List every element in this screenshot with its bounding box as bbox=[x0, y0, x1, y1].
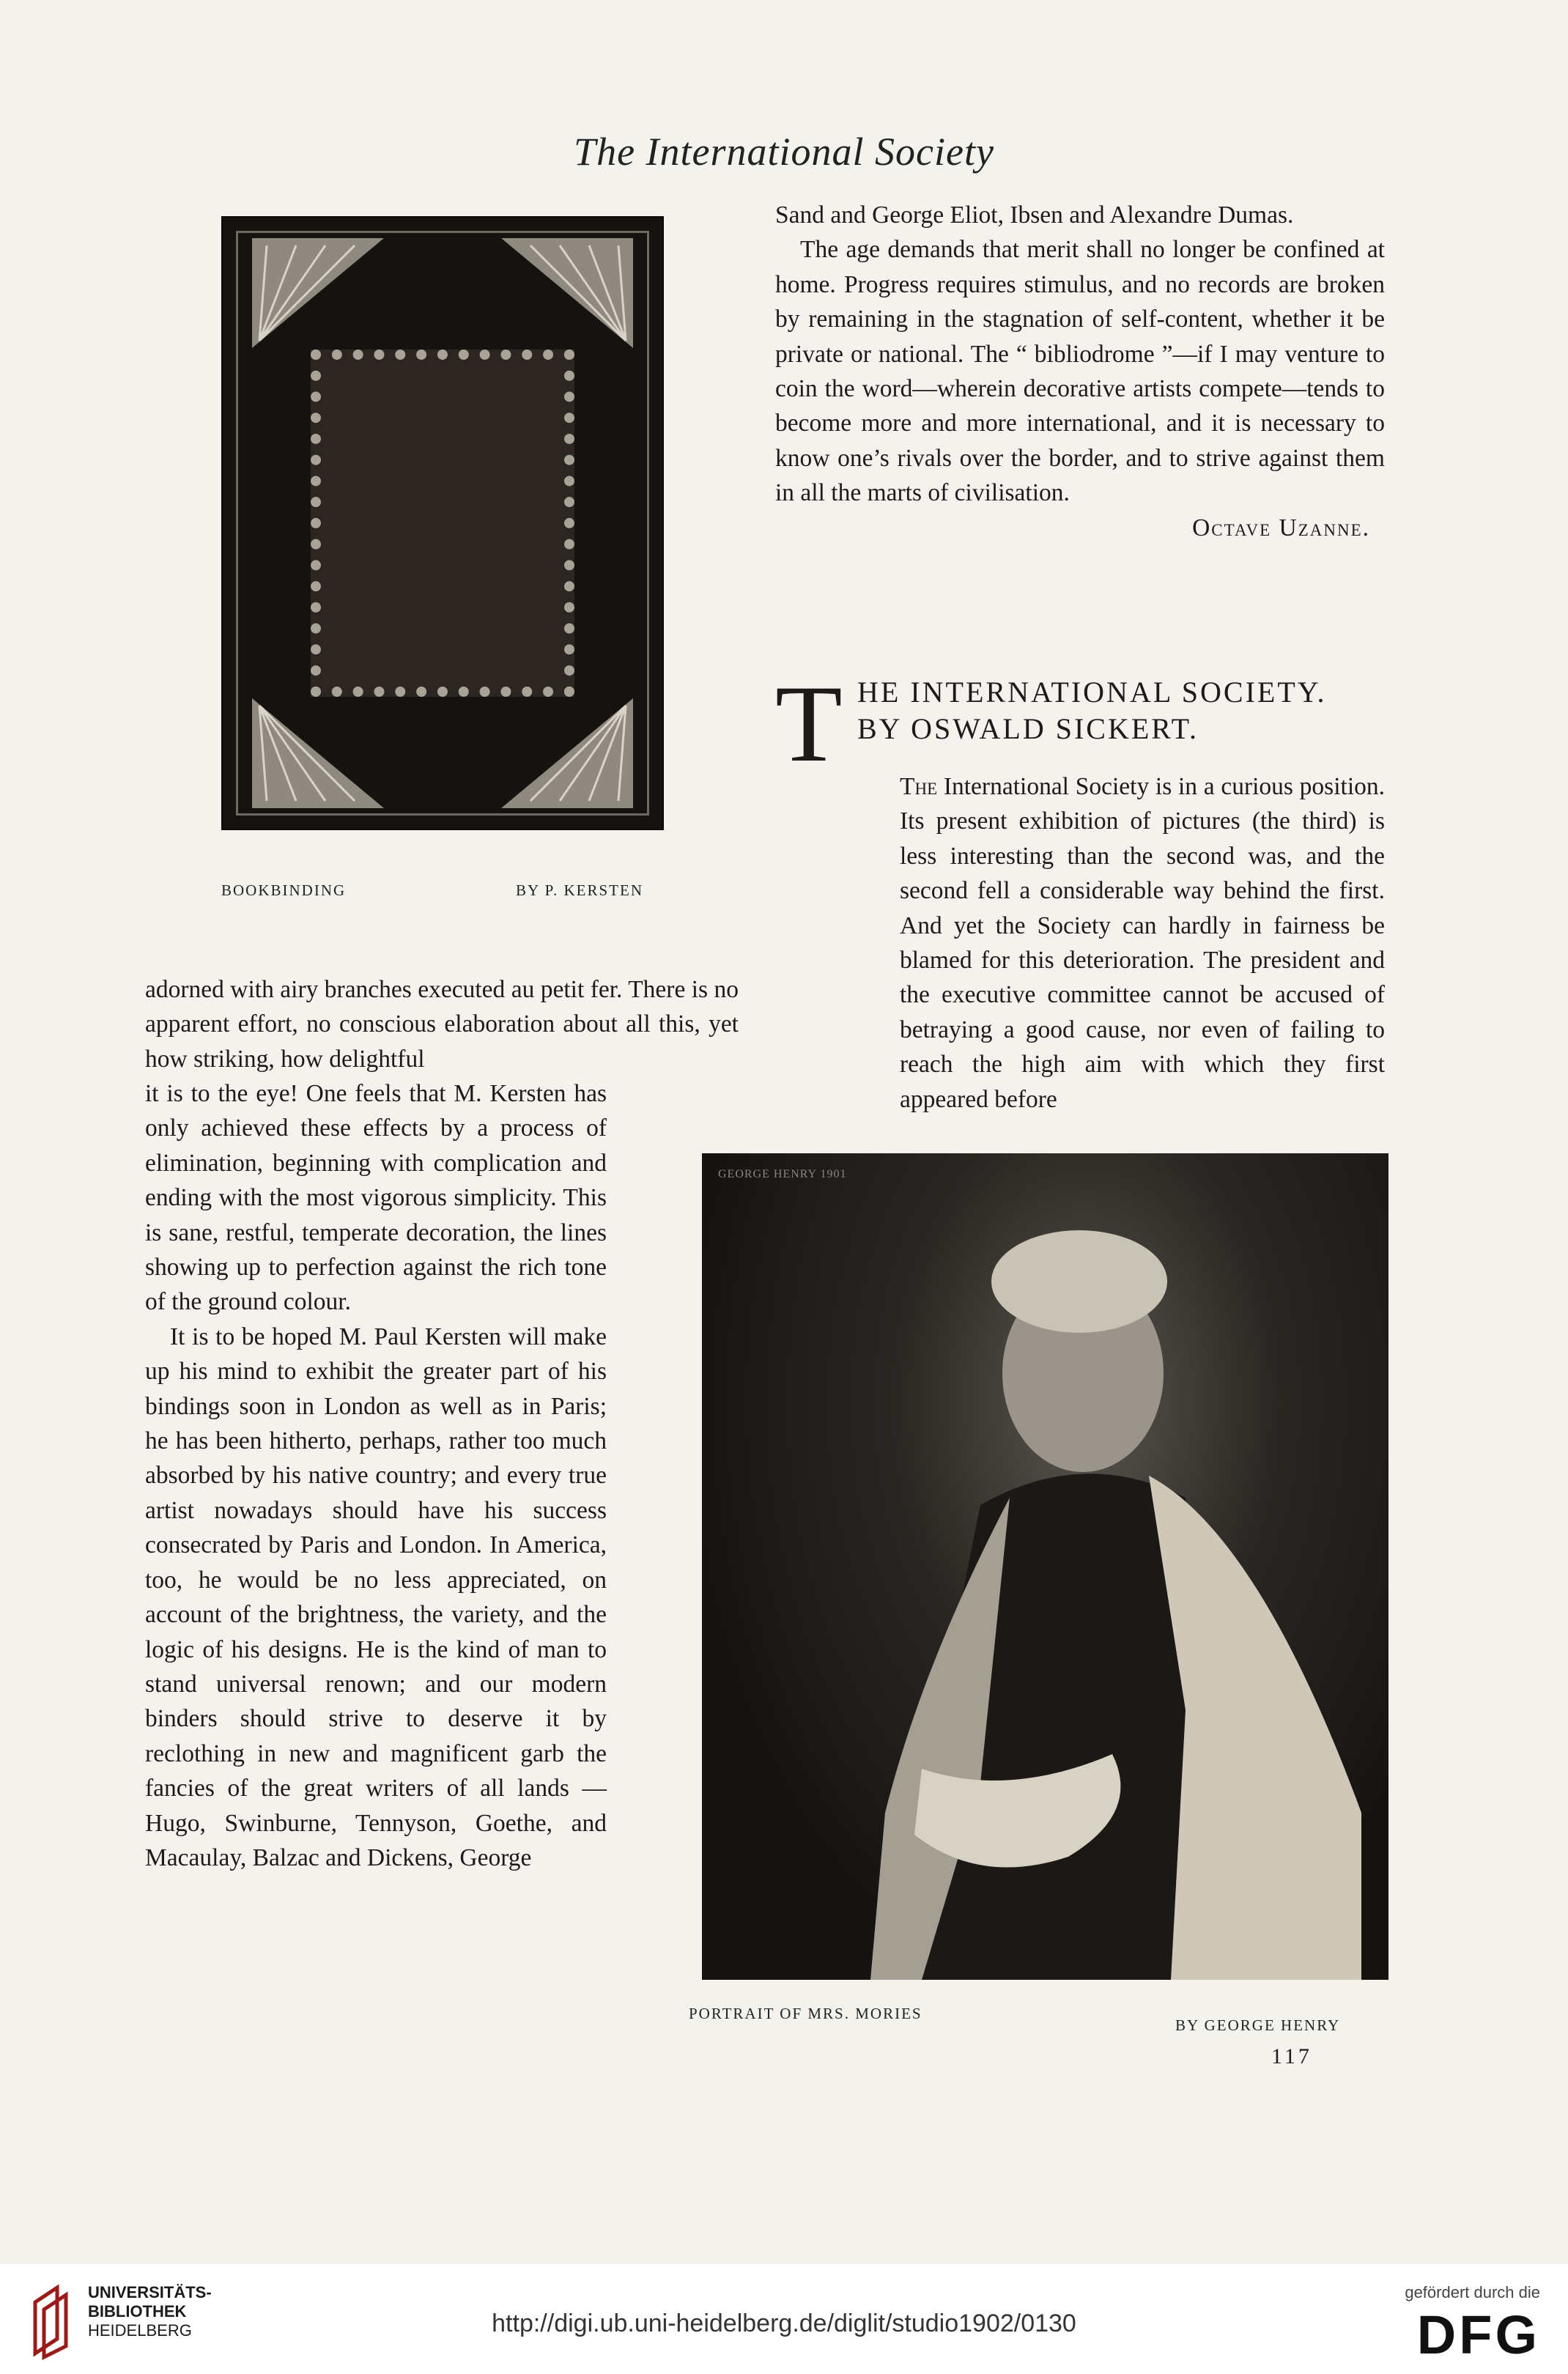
drop-cap: T bbox=[775, 663, 843, 785]
fan-ornament-top-left bbox=[252, 238, 384, 348]
article-first-line-holder bbox=[775, 769, 1385, 1117]
dfg-logo: DFG bbox=[1416, 2304, 1540, 2365]
binding-center-panel bbox=[311, 350, 574, 697]
digitization-footer bbox=[0, 2264, 1568, 2374]
figure1-caption-artist: BY P. KERSTEN bbox=[516, 881, 643, 899]
article-title-line2: BY OSWALD SICKERT. bbox=[857, 712, 1199, 745]
running-head: The International Society bbox=[574, 130, 994, 174]
article-title bbox=[775, 674, 1385, 747]
article-body bbox=[775, 769, 1385, 1117]
permalink-url[interactable]: http://digi.ub.uni-heidelberg.de/diglit/studio1902/0130 bbox=[492, 2310, 1076, 2337]
paragraph: it is to the eye! One feels that M. Kersten has only achieved these effects by a process of elimination, beginning with complication and ending with the most vigorous simplicity. This is sane, restful, temperate decoration, the lines showing up to perfection against the rich tone of the ground colour. bbox=[145, 1080, 607, 1316]
left-column-wide bbox=[145, 972, 739, 1076]
fan-ornament-top-right bbox=[501, 238, 633, 348]
library-line: HEIDELBERG bbox=[88, 2321, 192, 2340]
article-title-line1: HE INTERNATIONAL SOCIETY. bbox=[857, 676, 1327, 709]
figure2-caption-artist: BY GEORGE HENRY bbox=[1175, 2016, 1341, 2034]
paragraph: Sand and George Eliot, Ibsen and Alexandre Dumas. bbox=[775, 201, 1294, 229]
lead-word: The bbox=[900, 773, 938, 800]
library-line: UNIVERSITÄTS- bbox=[88, 2283, 212, 2301]
signature: Octave Uzanne. bbox=[1192, 514, 1370, 541]
paragraph: adorned with airy branches executed au petit fer. There is no apparent effort, no conscious elaboration about all this, yet how striking, how delightful bbox=[145, 976, 739, 1073]
page-number: 117 bbox=[1271, 2044, 1312, 2068]
right-column-top bbox=[775, 198, 1385, 545]
paragraph: It is to be hoped M. Paul Kersten will make up his mind to exhibit the greater part of his bindings soon in London as well as in Paris; he has been hitherto, perhaps, rather too much absorbed by his native country; and every true artist nowadays should have his success consecrated by Paris and London. In America, too, he would be no less appreciated, on account of the brightness, the variety, and the logic of his designs. He is the kind of man to stand universal renown; and our modern binders should strive to deserve it by reclothing in new and magnificent garb the fancies of the great writers of all lands — Hugo, Swinburne, Tennyson, Goethe, and Macaulay, Balzac and Dickens, George bbox=[145, 1323, 607, 1871]
paragraph: The age demands that merit shall no longer be confined at home. Progress requires stimulus, and no records are broken by remaining in the stagnation of self-content, whether it be private or national. The “ bibliodrome ”—if I may venture to coin the word—wherein decorative artists compete—tends to become more and more international, and it is necessary to know one’s rivals over the border, and to strive against them in all the marts of civilisation. bbox=[775, 236, 1385, 507]
article-text: International Society is in a curious position. Its present exhibition of pictures (the third) is less interesting than the second was, and the second fell a considerable way behind the first. And yet the Society can hardly in fairness be blamed for this deterioration. The president and the executive committee cannot be accused of betraying a good cause, nor even of failing to reach the high aim with which they first appeared before bbox=[900, 773, 1385, 1113]
fan-ornament-bottom-right bbox=[501, 698, 633, 808]
funding-note: gefördert durch die bbox=[1405, 2283, 1540, 2301]
figure1-caption-title: BOOKBINDING bbox=[221, 881, 347, 899]
library-line: BIBLIOTHEK bbox=[88, 2302, 187, 2321]
fan-ornament-bottom-left bbox=[252, 698, 384, 808]
bookbinding-image bbox=[221, 216, 664, 830]
portrait-image bbox=[702, 1153, 1388, 1980]
figure2-caption-title: PORTRAIT OF MRS. MORIES bbox=[689, 2005, 922, 2022]
left-column-narrow bbox=[145, 1076, 607, 1875]
portrait-inscription: GEORGE HENRY 1901 bbox=[718, 1168, 847, 1180]
